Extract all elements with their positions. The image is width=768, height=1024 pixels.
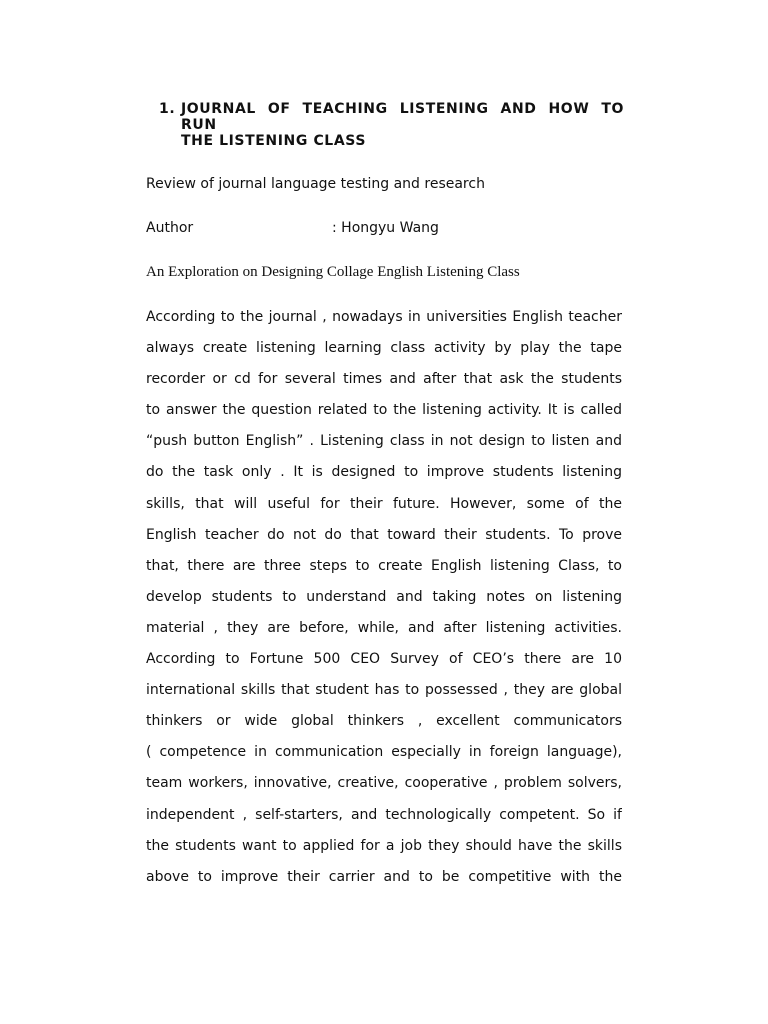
body-line: independent , self-starters, and technologically competent. So if (146, 806, 622, 823)
body-line: skills, that will useful for their future. However, some of the (146, 495, 622, 512)
body-line: ( competence in communication especially in foreign language), (146, 744, 622, 761)
body-line: According to Fortune 500 CEO Survey of CEO’s there are 10 (146, 651, 622, 668)
body-paragraph (146, 306, 622, 897)
body-line: thinkers or wide global thinkers , excellent communicators (146, 713, 622, 730)
body-line: “push button English” . Listening class in not design to listen and (146, 433, 622, 450)
section-number: 1. (159, 101, 176, 117)
body-line: develop students to understand and taking notes on listening (146, 588, 622, 605)
body-line: that, there are three steps to create English listening Class, to (146, 557, 622, 574)
body-line: international skills that student has to possessed , they are global (146, 682, 622, 699)
body-line: English teacher do not do that toward their students. To prove (146, 526, 622, 543)
body-line: do the task only . It is designed to improve students listening (146, 464, 622, 481)
body-line: According to the journal , nowadays in universities English teacher (146, 309, 622, 325)
body-line: team workers, innovative, creative, cooperative , problem solvers, (146, 775, 622, 792)
body-line: material , they are before, while, and after listening activities. (146, 619, 622, 636)
body-line: always create listening learning class activity by play the tape (146, 340, 622, 357)
body-line: above to improve their carrier and to be competitive with the (146, 868, 622, 885)
section-title-line-2: THE LISTENING CLASS (181, 133, 367, 149)
body-line: recorder or cd for several times and after that ask the students (146, 371, 622, 388)
author-row (146, 220, 626, 236)
body-line: the students want to applied for a job they should have the skills (146, 837, 622, 854)
section-title-line-1: JOURNAL OF TEACHING LISTENING AND HOW TO RUN (181, 101, 624, 133)
article-title: An Exploration on Designing Collage English Listening Class (146, 264, 520, 280)
body-line: to answer the question related to the listening activity. It is called (146, 402, 622, 419)
review-line: Review of journal language testing and research (146, 176, 485, 192)
section-heading (159, 101, 624, 133)
author-label: Author (146, 220, 194, 236)
author-name: : Hongyu Wang (332, 220, 439, 236)
